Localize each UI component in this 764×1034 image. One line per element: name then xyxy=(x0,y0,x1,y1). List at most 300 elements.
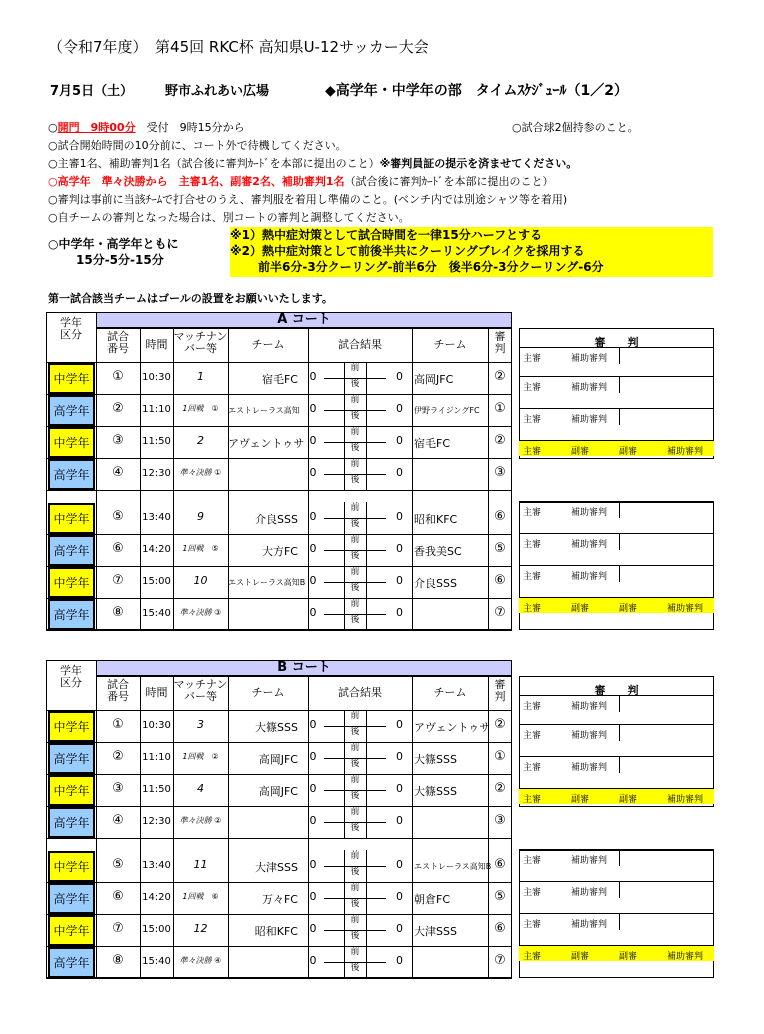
team2-score: 0 xyxy=(396,954,403,967)
row-divider xyxy=(46,914,512,915)
referee-row xyxy=(519,376,714,408)
referee-row xyxy=(519,724,714,756)
referee-row xyxy=(519,440,714,456)
half-divider xyxy=(366,710,367,742)
col-ref-line: 判 xyxy=(494,342,506,356)
grade-badge: 中学年 xyxy=(48,567,95,598)
match-number: ⑥ xyxy=(112,889,124,904)
assist-referee-label: 補助審判 xyxy=(667,447,704,457)
score-dash xyxy=(324,442,344,443)
score-dash xyxy=(324,726,344,727)
col-matching-line: マッチナン xyxy=(173,330,228,343)
team1-score: 0 xyxy=(309,574,317,587)
assist-referee-label: 補助審判 xyxy=(571,731,608,741)
main-referee-label: 主審 xyxy=(523,354,542,364)
grade-badge: 高学年 xyxy=(48,947,95,978)
match-time: 10:30 xyxy=(142,372,171,383)
match-code: 3 xyxy=(197,718,204,731)
referee-team: ① xyxy=(494,401,506,416)
main-referee-label: 主審 xyxy=(523,795,542,805)
score-dash xyxy=(366,930,386,931)
match-code: 1回戦 ⑤ xyxy=(182,544,219,553)
heat-note-3: 前半6分-3分クーリング-前半6分 後半6分-3分クーリング-6分 xyxy=(258,260,604,274)
team2-score: 0 xyxy=(396,466,403,479)
goal-message: 第一試合該当チームはゴールの設置をお願いいたします。 xyxy=(48,292,333,305)
half-divider xyxy=(366,806,367,838)
team2-score: 0 xyxy=(396,858,403,871)
match-time: 13:40 xyxy=(142,512,171,523)
score-dash xyxy=(366,790,386,791)
main-referee-label: 主審 xyxy=(523,920,542,930)
second-half-label: 後 xyxy=(350,727,360,737)
second-half-label: 後 xyxy=(350,931,360,941)
score-dash xyxy=(324,518,344,519)
sub-referee-label: 副審 xyxy=(619,952,638,962)
match-time: 11:50 xyxy=(142,436,171,447)
team1-score: 0 xyxy=(309,466,317,479)
referee-team: ② xyxy=(494,717,506,732)
team2-name: 昭和KFC xyxy=(414,513,458,526)
team1-name: 宿毛FC xyxy=(261,373,298,386)
referee-text: ○主審1名、補助審判1名（試合後に審判ｶｰﾄﾞを本部に提出のこと） xyxy=(48,157,380,170)
assist-referee-label: 補助審判 xyxy=(667,604,704,614)
header-bottom xyxy=(46,362,512,363)
row-divider xyxy=(46,534,512,535)
second-half-label: 後 xyxy=(350,823,360,833)
assist-referee-label: 補助審判 xyxy=(667,795,704,805)
assist-referee-label: 補助審判 xyxy=(571,572,608,582)
match-number: ② xyxy=(112,749,124,764)
first-half-label: 前 xyxy=(350,459,360,469)
first-half-label: 前 xyxy=(350,947,360,957)
referee-team: ⑤ xyxy=(494,541,506,556)
referee-team: ③ xyxy=(494,813,506,828)
col-matching xyxy=(173,331,228,355)
match-number: ⑦ xyxy=(112,573,124,588)
page-title: （令和7年度） 第45回 RKC杯 高知県U-12サッカー大会 xyxy=(48,38,429,56)
second-half-label: 後 xyxy=(350,443,360,453)
team2-score: 0 xyxy=(396,782,403,795)
referee-row xyxy=(519,756,714,788)
score-dash xyxy=(324,822,344,823)
match-code: 10 xyxy=(193,574,208,587)
referee-divider xyxy=(619,757,620,773)
team2-name: 大津SSS xyxy=(414,925,457,938)
referee-divider xyxy=(619,409,620,425)
schedule-title: ◆高学年・中学年の部 タイムｽｹｼﾞｭｰﾙ（1／2） xyxy=(325,83,628,99)
match-number: ② xyxy=(112,401,124,416)
first-half-label: 前 xyxy=(350,743,360,753)
instruction-senior-referee xyxy=(48,173,554,189)
referee-divider xyxy=(619,882,620,898)
referee-team: ② xyxy=(494,369,506,384)
team2-score: 0 xyxy=(396,510,403,523)
referee-row xyxy=(519,501,714,533)
sub-referee-label: 副審 xyxy=(571,795,590,805)
instruction-uniform: ○審判は事前に当該ﾁｰﾑで打合せのうえ、審判服を着用し準備のこと。(ベンチ内では別途シャツ等を着用) xyxy=(48,193,568,206)
match-time: 11:10 xyxy=(142,404,171,415)
team2-score: 0 xyxy=(396,402,403,415)
match-code: 1 xyxy=(197,370,204,383)
half-divider xyxy=(366,394,367,426)
referee-title: 審 判 xyxy=(594,684,639,697)
half-divider xyxy=(366,362,367,394)
referee-row xyxy=(519,881,714,913)
sub-referee-label: 副審 xyxy=(571,952,590,962)
first-half-label: 前 xyxy=(350,807,360,817)
col-team2-line: チーム xyxy=(433,686,467,699)
first-half-label: 前 xyxy=(350,567,360,577)
team1-score: 0 xyxy=(309,542,317,555)
score-dash xyxy=(324,410,344,411)
col-team2-line: チーム xyxy=(433,338,467,351)
team2-name: 大篠SSS xyxy=(414,753,457,766)
referee-card-note: ※審判員証の提示を済ませてください。 xyxy=(379,157,578,170)
second-half-label: 後 xyxy=(350,583,360,593)
referee-team: ⑤ xyxy=(494,889,506,904)
main-referee-label: 主審 xyxy=(523,415,542,425)
grade-badge: 高学年 xyxy=(48,535,95,566)
col-match-no-line: 試合 xyxy=(107,678,129,691)
team1-name: 昭和KFC xyxy=(254,925,298,938)
first-half-label: 前 xyxy=(350,883,360,893)
team1-name: 高岡JFC xyxy=(258,785,298,798)
team1-name: 大方FC xyxy=(261,545,298,558)
assist-referee-label: 補助審判 xyxy=(571,508,608,518)
team1-name: アヴェントゥサ xyxy=(228,437,305,450)
col-result xyxy=(308,339,412,351)
referee-title: 審 判 xyxy=(594,336,639,349)
second-half-label: 後 xyxy=(350,759,360,769)
match-number: ⑧ xyxy=(112,953,124,968)
instruction-own-team: ○自チームの審判となった場合は、別コートの審判と調整してください。 xyxy=(48,211,410,224)
col-ref xyxy=(488,679,512,703)
first-half-label: 前 xyxy=(350,599,360,609)
team2-score: 0 xyxy=(396,890,403,903)
court-header: A コート xyxy=(96,312,512,328)
col-team1-line: チーム xyxy=(251,338,285,351)
referee-row xyxy=(519,788,714,804)
grade-badge: 高学年 xyxy=(48,459,95,490)
half-divider xyxy=(366,458,367,490)
first-half-label: 前 xyxy=(350,535,360,545)
col-result xyxy=(308,687,412,699)
score-dash xyxy=(366,518,386,519)
referee-team: ⑥ xyxy=(494,573,506,588)
referee-divider xyxy=(619,534,620,550)
sub-referee-label: 副審 xyxy=(619,447,638,457)
referee-team: ⑥ xyxy=(494,509,506,524)
match-time: 15:00 xyxy=(142,576,171,587)
first-half-label: 前 xyxy=(350,427,360,437)
match-code: 1回戦 ① xyxy=(182,404,219,413)
instruction-wait: ○試合開始時間の10分前に、コート外で待機してください。 xyxy=(48,139,347,152)
row-divider xyxy=(46,566,512,567)
referee-divider xyxy=(619,502,620,518)
match-number: ⑧ xyxy=(112,605,124,620)
team2-score: 0 xyxy=(396,434,403,447)
match-code: 11 xyxy=(193,858,208,871)
half-divider xyxy=(366,502,367,534)
main-referee-label: 主審 xyxy=(523,540,542,550)
team2-name: 香我美SC xyxy=(414,545,462,558)
referee-team: ⑦ xyxy=(494,605,506,620)
score-dash xyxy=(324,582,344,583)
team2-name: 介良SSS xyxy=(414,577,457,590)
match-number: ① xyxy=(112,717,124,732)
match-time: 10:30 xyxy=(142,720,171,731)
main-referee-label: 主審 xyxy=(523,952,542,962)
col-match-no xyxy=(96,331,140,355)
row-divider xyxy=(46,458,512,459)
half-divider xyxy=(366,742,367,774)
format-line1: ○中学年・高学年ともに xyxy=(48,237,179,251)
first-half-label: 前 xyxy=(350,395,360,405)
header-bottom xyxy=(46,710,512,711)
team2-name: エストレーラス高知B xyxy=(414,862,492,871)
team1-score: 0 xyxy=(309,782,317,795)
team1-score: 0 xyxy=(309,370,317,383)
column-divider xyxy=(412,328,413,630)
row-divider xyxy=(46,598,512,599)
col-team2 xyxy=(412,687,488,699)
col-ref-line: 審 xyxy=(494,678,506,691)
match-time: 12:30 xyxy=(142,468,171,479)
grade-badge: 中学年 xyxy=(48,427,95,458)
match-time: 15:00 xyxy=(142,924,171,935)
row-divider xyxy=(46,946,512,947)
grade-badge: 高学年 xyxy=(48,599,95,630)
first-half-label: 前 xyxy=(350,711,360,721)
team1-score: 0 xyxy=(309,750,317,763)
score-dash xyxy=(366,474,386,475)
main-referee-label: 主審 xyxy=(523,763,542,773)
instruction-gate xyxy=(48,119,245,135)
match-code: 準々決勝 ④ xyxy=(179,956,222,965)
senior-referee-rest: （試合後に審判ｶｰﾄﾞを本部に提出のこと） xyxy=(344,175,554,188)
team1-score: 0 xyxy=(309,922,317,935)
block-separator xyxy=(46,490,512,491)
team1-score: 0 xyxy=(309,434,317,447)
grade-badge: 高学年 xyxy=(48,395,95,426)
sub-referee-label: 副審 xyxy=(571,604,590,614)
team1-name: エストレーラス高知B xyxy=(228,578,306,587)
referee-divider xyxy=(619,377,620,393)
referee-team: ⑥ xyxy=(494,921,506,936)
match-time: 11:50 xyxy=(142,784,171,795)
score-dash xyxy=(324,930,344,931)
court-header: B コート xyxy=(96,660,512,676)
score-dash xyxy=(366,726,386,727)
match-time: 15:40 xyxy=(142,608,171,619)
col-grade-line: 学年 xyxy=(60,316,82,329)
half-divider xyxy=(366,914,367,946)
referee-row xyxy=(519,849,714,881)
match-code: 準々決勝 ① xyxy=(179,468,222,477)
score-dash xyxy=(366,962,386,963)
team2-name: 朝倉FC xyxy=(414,893,451,906)
col-match-no-line: 番号 xyxy=(107,690,129,704)
col-team1-line: チーム xyxy=(251,686,285,699)
col-match-no-line: 試合 xyxy=(107,330,129,343)
half-divider xyxy=(366,426,367,458)
score-dash xyxy=(324,550,344,551)
main-referee-label: 主審 xyxy=(523,731,542,741)
team1-score: 0 xyxy=(309,718,317,731)
half-divider xyxy=(366,598,367,630)
match-time: 13:40 xyxy=(142,860,171,871)
match-code: 9 xyxy=(197,510,204,523)
bullet: ○ xyxy=(48,121,58,134)
match-time: 14:20 xyxy=(142,892,171,903)
score-dash xyxy=(324,898,344,899)
match-number: ③ xyxy=(112,433,124,448)
col-ref xyxy=(488,331,512,355)
col-matching-line: バー等 xyxy=(184,690,217,704)
team2-score: 0 xyxy=(396,922,403,935)
heat-notes xyxy=(230,227,713,277)
score-dash xyxy=(366,410,386,411)
score-dash xyxy=(324,866,344,867)
grade-badge: 高学年 xyxy=(48,807,95,838)
assist-referee-label: 補助審判 xyxy=(571,540,608,550)
match-number: ④ xyxy=(112,813,124,828)
block-separator xyxy=(46,838,512,839)
grade-badge: 高学年 xyxy=(48,883,95,914)
second-half-label: 後 xyxy=(350,411,360,421)
referee-row xyxy=(519,945,714,961)
match-number: ③ xyxy=(112,781,124,796)
team2-score: 0 xyxy=(396,814,403,827)
match-code: 12 xyxy=(193,922,208,935)
team1-score: 0 xyxy=(309,606,317,619)
event-date: 7月5日（土） xyxy=(50,84,134,99)
first-half-label: 前 xyxy=(350,851,360,861)
col-time-line: 時間 xyxy=(145,338,168,351)
heat-note-1: ※1）熱中症対策として試合時間を一律15分ハーフとする xyxy=(230,228,543,242)
col-grade-line: 学年 xyxy=(60,664,82,677)
main-referee-label: 主審 xyxy=(523,508,542,518)
col-team1 xyxy=(228,687,308,699)
score-dash xyxy=(324,614,344,615)
match-number: ④ xyxy=(112,465,124,480)
col-time xyxy=(140,339,173,351)
column-divider xyxy=(412,676,413,978)
score-dash xyxy=(366,442,386,443)
referee-divider xyxy=(619,850,620,866)
assist-referee-label: 補助審判 xyxy=(571,383,608,393)
team2-score: 0 xyxy=(396,370,403,383)
score-dash xyxy=(366,378,386,379)
referee-team: ② xyxy=(494,433,506,448)
score-dash xyxy=(324,962,344,963)
referee-row xyxy=(519,533,714,565)
team2-name: 伊野ライジングFC xyxy=(414,406,480,415)
referee-team: ⑦ xyxy=(494,953,506,968)
referee-divider xyxy=(619,348,620,364)
half-divider xyxy=(366,946,367,978)
team1-score: 0 xyxy=(309,814,317,827)
score-dash xyxy=(366,758,386,759)
col-result-line: 試合結果 xyxy=(338,338,382,351)
referee-team: ③ xyxy=(494,465,506,480)
match-time: 11:10 xyxy=(142,752,171,763)
assist-referee-label: 補助審判 xyxy=(667,952,704,962)
score-dash xyxy=(324,474,344,475)
row-divider xyxy=(46,394,512,395)
grade-badge: 中学年 xyxy=(48,503,95,534)
main-referee-label: 主審 xyxy=(523,702,542,712)
col-grade-line: 区分 xyxy=(60,676,82,690)
first-half-label: 前 xyxy=(350,775,360,785)
col-matching-line: マッチナン xyxy=(173,678,228,691)
match-time: 15:40 xyxy=(142,956,171,967)
col-matching xyxy=(173,679,228,703)
first-half-label: 前 xyxy=(350,503,360,513)
referee-row xyxy=(519,347,714,379)
match-number: ⑤ xyxy=(112,857,124,872)
gate-open-time: 開門 9時00分 xyxy=(57,121,136,134)
sub-referee-label: 副審 xyxy=(619,795,638,805)
second-half-label: 後 xyxy=(350,615,360,625)
col-time xyxy=(140,687,173,699)
second-half-label: 後 xyxy=(350,379,360,389)
team1-score: 0 xyxy=(309,510,317,523)
second-half-label: 後 xyxy=(350,475,360,485)
instruction-ball: ○試合球2個持参のこと。 xyxy=(512,121,639,134)
team1-name: 高岡JFC xyxy=(258,753,298,766)
col-match-no xyxy=(96,679,140,703)
half-divider xyxy=(366,774,367,806)
instruction-referee xyxy=(48,155,577,171)
score-dash xyxy=(366,614,386,615)
grade-badge: 中学年 xyxy=(48,915,95,946)
score-dash xyxy=(366,898,386,899)
assist-referee-label: 補助審判 xyxy=(571,702,608,712)
row-divider xyxy=(46,978,512,979)
main-referee-label: 主審 xyxy=(523,572,542,582)
col-ref-line: 審 xyxy=(494,330,506,343)
score-dash xyxy=(324,790,344,791)
first-half-label: 前 xyxy=(350,915,360,925)
team1-name: 大篠SSS xyxy=(255,721,298,734)
col-time-line: 時間 xyxy=(145,686,168,699)
team2-name: 宿毛FC xyxy=(414,437,451,450)
col-team2 xyxy=(412,339,488,351)
team2-score: 0 xyxy=(396,606,403,619)
col-ref-line: 判 xyxy=(494,690,506,704)
team1-name: 万々FC xyxy=(261,893,298,906)
grade-badge: 中学年 xyxy=(48,711,95,742)
assist-referee-label: 補助審判 xyxy=(571,354,608,364)
main-referee-label: 主審 xyxy=(523,604,542,614)
team1-score: 0 xyxy=(309,402,317,415)
grade-badge: 中学年 xyxy=(48,775,95,806)
first-half-label: 前 xyxy=(350,363,360,373)
row-divider xyxy=(46,630,512,631)
senior-referee-red: ○高学年 準々決勝から 主審1名、副審2名、補助審判1名 xyxy=(48,175,345,188)
second-half-label: 後 xyxy=(350,963,360,973)
team1-name: エストレーラス高知 xyxy=(228,406,300,415)
score-dash xyxy=(366,550,386,551)
sub-referee-label: 副審 xyxy=(619,604,638,614)
second-half-label: 後 xyxy=(350,551,360,561)
row-divider xyxy=(46,742,512,743)
grade-badge: 中学年 xyxy=(48,851,95,882)
score-dash xyxy=(366,582,386,583)
row-divider xyxy=(46,774,512,775)
assist-referee-label: 補助審判 xyxy=(571,920,608,930)
